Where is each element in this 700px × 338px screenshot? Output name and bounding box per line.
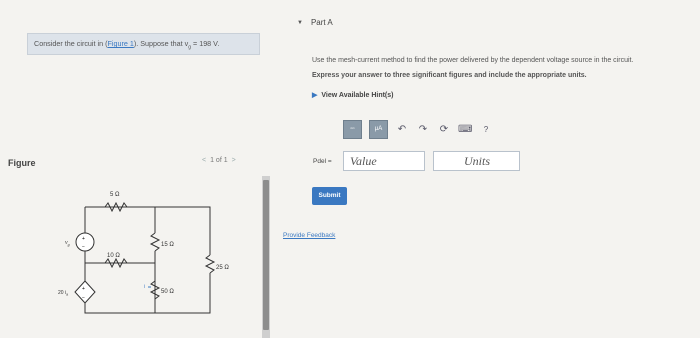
answer-row [313, 151, 520, 171]
r5-label: 50 Ω [161, 289, 174, 295]
units-input[interactable]: Units [433, 151, 520, 171]
figure-count: 1 of 1 [210, 157, 228, 164]
r4-label: 25 Ω [216, 265, 229, 271]
r1-label: 5 Ω [110, 192, 120, 198]
next-figure-button[interactable]: > [231, 157, 236, 164]
view-hints-link[interactable]: ▶ View Available Hint(s) [312, 91, 394, 99]
instruction-bold-text: Express your answer to three significant figures and include the appropriate units. [312, 72, 587, 79]
svg-text:−: − [82, 244, 85, 250]
svg-text:−: − [82, 295, 85, 301]
dep-source-label: 20 $i_a$ [58, 290, 69, 297]
voltage-source [76, 233, 94, 251]
undo-icon[interactable]: ↶ [397, 124, 407, 135]
figure-scrollbar-thumb[interactable] [263, 180, 269, 330]
part-title: Part A [310, 18, 333, 27]
answer-label: Pdel = [313, 157, 332, 165]
dependent-source [75, 281, 95, 303]
provide-feedback-link[interactable]: Provide Feedback [283, 232, 336, 239]
templates-button[interactable]: ▫▫ [343, 120, 362, 139]
svg-text:+: + [82, 236, 85, 242]
r4-resistor [206, 255, 214, 273]
figure-label: Figure [8, 158, 36, 168]
r2-label: 10 Ω [107, 253, 120, 259]
value-input[interactable]: Value [343, 151, 425, 171]
keyboard-icon[interactable]: ⌨ [458, 124, 473, 135]
collapse-caret-icon[interactable]: ▼ [297, 19, 303, 26]
submit-button[interactable]: Submit [312, 187, 347, 205]
prev-figure-button[interactable]: < [202, 157, 207, 164]
instruction-text: Use the mesh-current method to find the power delivered by the dependent voltage source in the circuit. [312, 57, 634, 64]
help-icon[interactable]: ? [483, 125, 489, 134]
part-header[interactable] [297, 18, 333, 27]
ia-label: i [144, 284, 146, 290]
figure-pager [202, 157, 236, 164]
r3-resistor [151, 233, 159, 251]
reset-icon[interactable]: ⟳ [439, 124, 449, 135]
figure-panel [0, 0, 268, 338]
figure-link[interactable]: Figure 1 [107, 39, 134, 48]
vg-label: $v_g$ [65, 240, 70, 247]
answer-toolbar [343, 120, 493, 139]
r3-label: 15 Ω [161, 242, 174, 248]
redo-icon[interactable]: ↷ [418, 124, 428, 135]
question-prompt: Consider the circuit in (Figure 1). Suppose that $v_g = 198$ V. [27, 33, 260, 55]
question-panel [283, 0, 700, 338]
hint-triangle-icon: ▶ [312, 92, 318, 99]
svg-text:+: + [82, 286, 85, 292]
circuit-diagram [60, 185, 260, 335]
units-button[interactable]: μA [369, 120, 388, 139]
